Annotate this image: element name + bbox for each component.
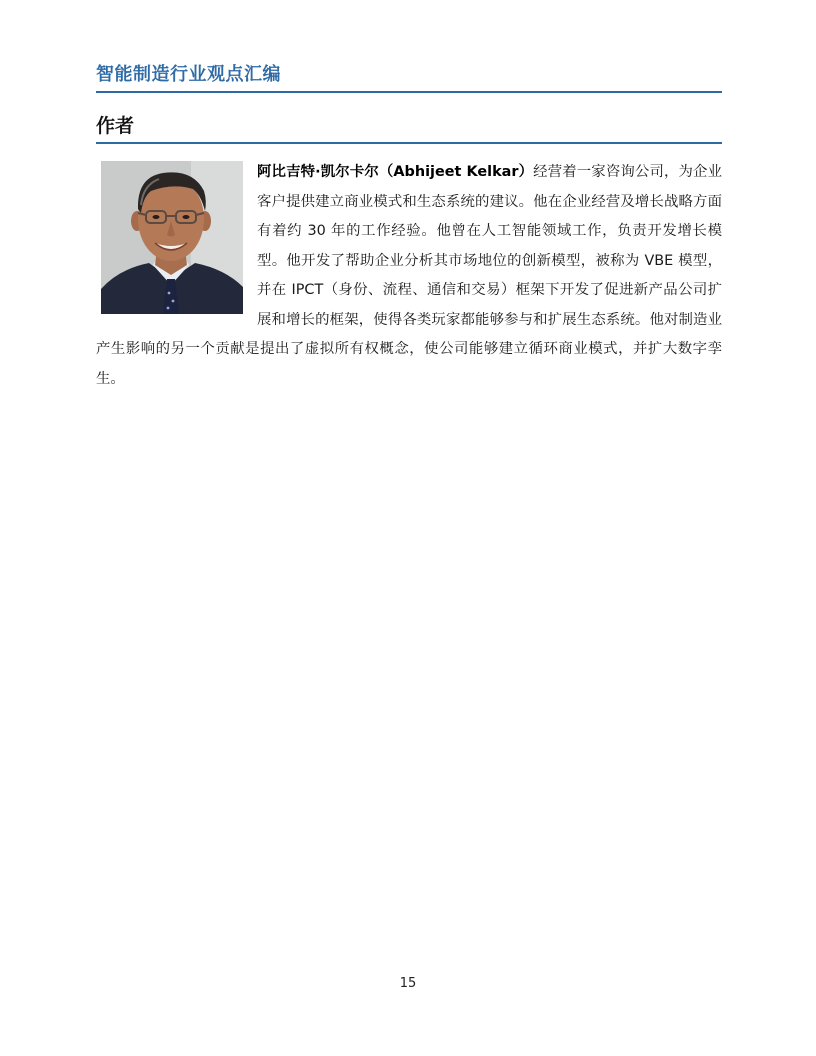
author-portrait-icon: [101, 161, 243, 314]
header-divider: [96, 91, 722, 93]
document-title: 智能制造行业观点汇编: [96, 64, 281, 85]
document-header: [96, 62, 722, 93]
author-name: 阿比吉特·凯尔卡尔（Abhijeet Kelkar）: [257, 164, 534, 180]
author-bio-text: 经营着一家咨询公司，为企业客户提供建立商业模式和生态系统的建议。他在企业经营及增长战略方面有着约 30 年的工作经验。他曾在人工智能领域工作，负责开发增长模型。他开发了帮助企业分析其市场地位的创新模型，被称为 VBE 模型，并在 IPCT（身份、流程、通信和交易）框架下开发了促进新产品公司扩展和增长的框架，使得各类玩家都能够参与和扩展生态系统。他对制造业产生影响的另一个贡献是提出了虚拟所有权概念，使公司能够建立循环商业模式，并扩大数字孪生。: [96, 164, 722, 387]
section-divider: [96, 142, 722, 144]
page-number: 15: [399, 976, 417, 991]
section-title: 作者: [96, 115, 135, 137]
author-bio: [96, 158, 722, 394]
section-header: [96, 112, 722, 144]
